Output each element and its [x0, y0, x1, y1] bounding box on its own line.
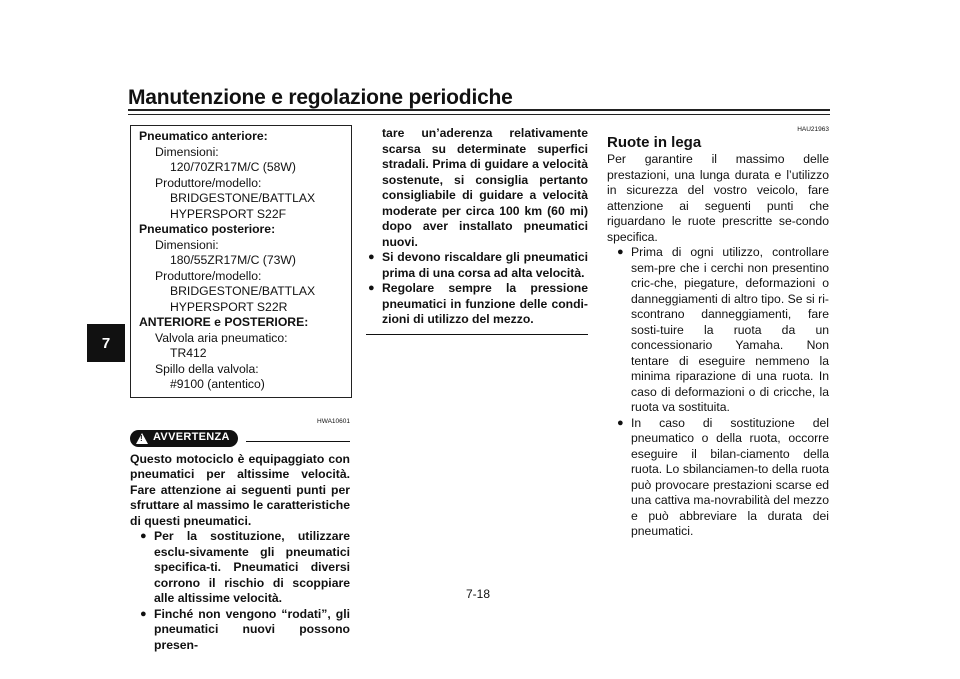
section-bullet-1: ● Prima di ogni utilizzo, controllare sem-pre che i cerchi non presentino cric-che, piegature, deformazioni o danneggiamenti di altro tipo. Se si ri-scontrano danneggiamenti, fare sosti-tuire la ruota da un concessionario Yamaha. Non tentare di eseguire nemmeno la minima riparazione di una ruota. In caso di deformazioni o di cricche, la ruota va sostituita.: [617, 245, 829, 414]
header-rule-thick: [128, 109, 830, 111]
page-header-title: Manutenzione e regolazione periodiche: [128, 86, 513, 109]
spec-line: ANTERIORE e POSTERIORE:: [139, 315, 309, 329]
page-number: 7-18: [466, 587, 491, 601]
bullet-icon: ●: [368, 251, 375, 263]
section-title: Ruote in lega: [607, 134, 702, 151]
bullet-icon: ●: [368, 282, 375, 294]
spec-line: Spillo della valvola:: [155, 361, 259, 376]
bullet-icon: ●: [140, 607, 147, 620]
spec-line: BRIDGESTONE/BATTLAX: [170, 284, 316, 298]
tire-spec-box: [130, 125, 352, 398]
warning-rule: [246, 441, 350, 442]
warning-bullet-2: ● Finché non vengono “rodati”, gli pneumatici nuovi possono presen-: [140, 606, 350, 652]
warning-end-rule: [366, 334, 588, 335]
spec-line: Dimensioni:: [155, 237, 219, 252]
warning-header: [130, 430, 350, 447]
spec-line: #9100 (antentico): [170, 377, 265, 391]
section-bullet-2: ● In caso di sostituzione del pneumatico o della ruota, occorre eseguire il bilan-ciamento della ruota. Lo sbilanciamen-to della ruota può provocare prestazioni scarse ed una cattiva ma-novrabilità del mezzo e può abbreviare la durata dei pneumatici.: [617, 415, 829, 538]
warning-label: AVVERTENZA: [153, 431, 230, 444]
bullet-icon: ●: [617, 246, 624, 258]
header-rule-thin: [128, 114, 830, 115]
column-right: [607, 126, 829, 540]
spec-line: HYPERSPORT S22R: [170, 299, 288, 314]
spec-line: Produttore/modello:: [155, 175, 262, 190]
spec-line: 180/55ZR17M/C (73W): [170, 253, 296, 267]
warning-bullet-3: ● Si devono riscaldare gli pneumatici prima di una corsa ad alta velocità.: [368, 250, 588, 280]
spec-line: HYPERSPORT S22F: [170, 206, 287, 221]
column-middle: [368, 126, 588, 335]
column-left: [130, 125, 350, 653]
bullet-icon: ●: [617, 416, 624, 429]
chapter-tab: 7: [87, 324, 125, 362]
warning-bullet-4: ● Regolare sempre la pressione pneumatici in funzione delle condi-zioni di utilizzo del mezzo.: [368, 281, 588, 326]
warning-bullet-1: ● Per la sostituzione, utilizzare esclu-sivamente gli pneumatici specifica-ti. Pneumatici diversi corrono il rischio di scoppiare alle altissime velocità.: [140, 529, 350, 605]
warning-code: HWA10601: [317, 417, 350, 425]
section-code: HAU21963: [797, 126, 829, 133]
bullet-icon: ●: [140, 530, 147, 542]
section-intro: Per garantire il massimo delle prestazioni, una lunga durata e l’utilizzo in sicurezza del vostro veicolo, fare attenzione ai seguenti punti che riguardano le ruote prescritte se-condo specifica.: [607, 152, 829, 244]
spec-line: 120/70ZR17M/C (58W): [170, 160, 296, 174]
spec-line: Dimensioni:: [155, 144, 219, 159]
spec-line: Produttore/modello:: [155, 268, 262, 283]
warning-triangle-icon: [136, 433, 148, 444]
spec-line: BRIDGESTONE/BATTLAX: [170, 191, 316, 205]
warning-intro: Questo motociclo è equipaggiato con pneumatici per altissime velocità. Fare attenzione ai seguenti punti per sfruttare al massimo le caratteristiche di questi pneumatici.: [130, 451, 350, 528]
spec-line: Valvola aria pneumatico:: [155, 330, 288, 345]
spec-line: Pneumatico posteriore:: [139, 222, 276, 236]
warning-badge: [130, 430, 238, 447]
spec-line: TR412: [170, 346, 207, 360]
warning-bullet-2-continued: tare un’aderenza relativamente scarsa su determinate superfici stradali. Prima di guidare a velocità sostenute, si consiglia pertanto consigliabile di guidare a velocità moderate per circa 100 km (60 mi) dopo aver installato pneumatici nuovi.: [382, 126, 588, 249]
spec-line: Pneumatico anteriore:: [139, 129, 268, 143]
